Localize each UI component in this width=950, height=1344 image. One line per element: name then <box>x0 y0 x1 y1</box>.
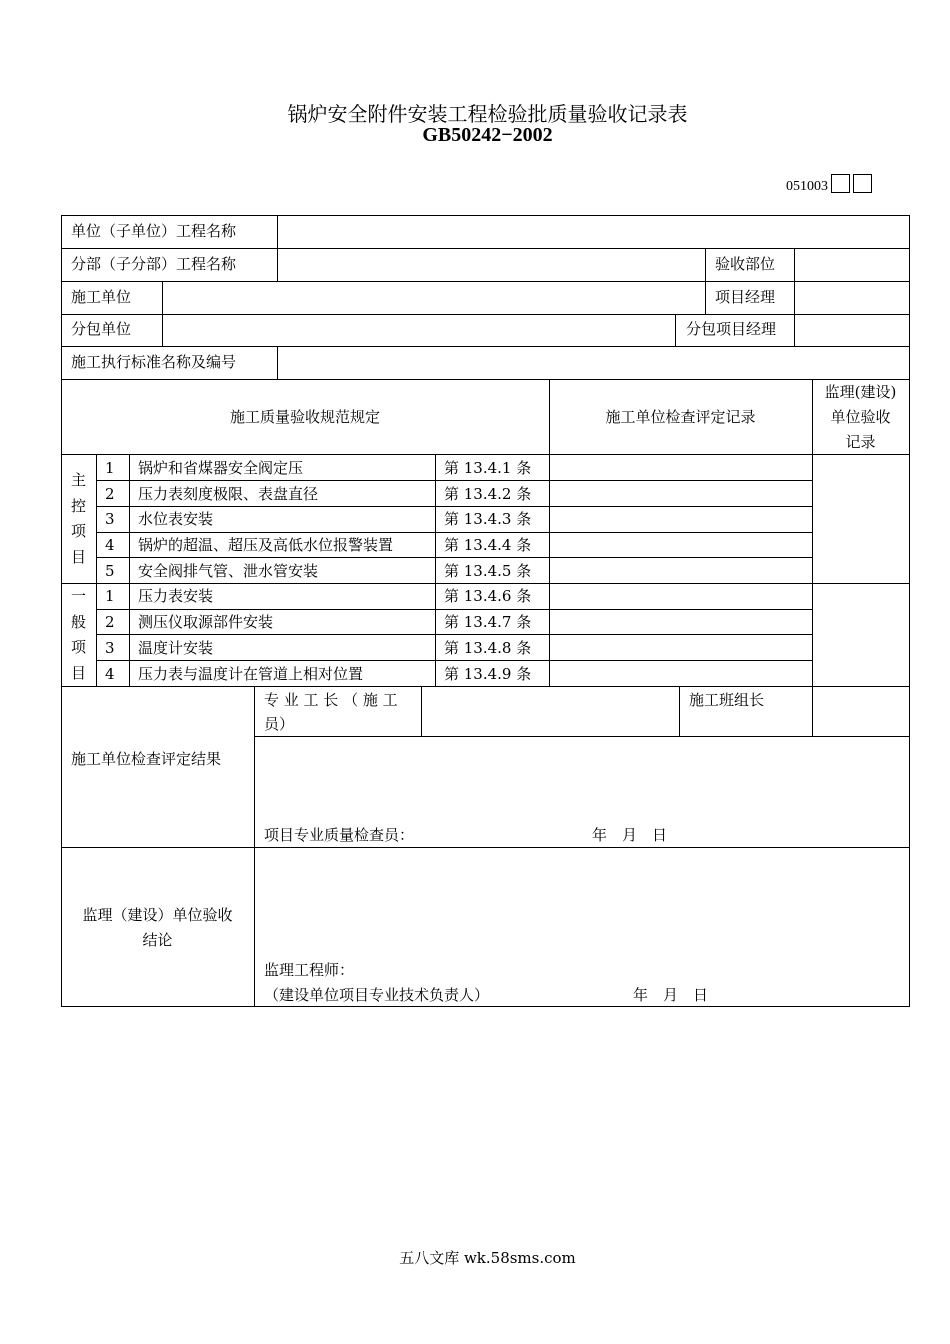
supervision-header-line1: 监理(建设) <box>824 383 897 401</box>
footer-watermark: 五八文库 wk.58sms.com <box>399 1249 576 1267</box>
main-item-no: 4 <box>105 536 115 554</box>
general-char: 般 <box>70 612 86 631</box>
construction-unit-field[interactable] <box>163 282 705 314</box>
project-manager-field[interactable] <box>795 282 909 314</box>
sub-project-name-field[interactable] <box>278 249 705 281</box>
general-char: 一 <box>70 587 86 605</box>
main-item-no: 2 <box>105 485 115 503</box>
foreman-field[interactable] <box>422 687 679 736</box>
main-record-cell[interactable] <box>550 507 812 532</box>
general-item-no: 1 <box>105 587 115 605</box>
main-item-no: 1 <box>105 459 115 477</box>
main-item-name: 压力表刻度极限、表盘直径 <box>138 485 319 503</box>
team-leader-label: 施工班组长 <box>689 691 765 709</box>
main-item-clause: 第 13.4.2 条 <box>444 485 532 503</box>
sub-project-manager-field[interactable] <box>795 315 909 346</box>
foreman-label <box>264 688 398 736</box>
unit-project-name-label: 单位（子单位）工程名称 <box>71 222 237 240</box>
main-item-name: 安全阀排气管、泄水管安装 <box>138 562 319 580</box>
main-item-name: 锅炉和省煤器安全阀定压 <box>138 459 304 477</box>
main-control-char: 主 <box>70 471 86 489</box>
unit-project-name-field[interactable] <box>278 216 909 248</box>
team-leader-field[interactable] <box>813 687 909 736</box>
conclusion-label <box>61 903 254 953</box>
main-record-cell[interactable] <box>550 558 812 583</box>
general-record-cell[interactable] <box>550 584 812 609</box>
conclusion-label-line1: 监理（建设）单位验收 <box>82 906 233 924</box>
general-record-cell[interactable] <box>550 661 812 686</box>
main-record-cell[interactable] <box>550 481 812 506</box>
conclusion-label-line2: 结论 <box>142 931 173 949</box>
general-char: 项 <box>70 638 86 656</box>
general-item-name: 压力表安装 <box>138 587 214 605</box>
subcontractor-label: 分包单位 <box>71 320 132 338</box>
main-item-clause: 第 13.4.1 条 <box>444 459 532 477</box>
main-item-clause: 第 13.4.4 条 <box>444 536 532 554</box>
construction-unit-label: 施工单位 <box>71 288 132 306</box>
general-item-name: 压力表与温度计在管道上相对位置 <box>138 665 364 683</box>
general-supervision-cell[interactable] <box>813 584 909 686</box>
main-item-clause: 第 13.4.5 条 <box>444 562 532 580</box>
sub-project-manager-label: 分包项目经理 <box>686 320 777 338</box>
standard-name-field[interactable] <box>278 347 909 379</box>
main-item-name: 锅炉的超温、超压及高低水位报警装置 <box>138 536 394 554</box>
code-box-2[interactable] <box>853 174 872 193</box>
general-item-clause: 第 13.4.9 条 <box>444 665 532 683</box>
standard-code: GB50242−2002 <box>422 124 553 146</box>
general-item-no: 3 <box>105 639 115 657</box>
general-item-clause: 第 13.4.8 条 <box>444 639 532 657</box>
general-item-clause: 第 13.4.7 条 <box>444 613 532 631</box>
supervision-header <box>812 380 909 455</box>
main-control-char: 控 <box>70 496 86 515</box>
main-item-clause: 第 13.4.3 条 <box>444 510 532 528</box>
supervision-header-line3: 记录 <box>845 433 876 451</box>
main-control-char: 目 <box>70 547 86 566</box>
general-char: 目 <box>70 663 86 682</box>
main-item-name: 水位表安装 <box>138 510 214 528</box>
general-record-cell[interactable] <box>550 610 812 634</box>
foreman-label-line2: 员） <box>264 715 295 733</box>
main-item-no: 3 <box>105 510 115 528</box>
spec-header: 施工质量验收规范规定 <box>229 408 380 426</box>
result-date: 年 月 日 <box>592 826 668 844</box>
engineer-label: 监理工程师： <box>264 961 355 979</box>
general-item-name: 温度计安装 <box>138 639 214 657</box>
general-item-clause: 第 13.4.6 条 <box>444 587 532 605</box>
general-item-no: 4 <box>105 665 115 683</box>
main-record-cell[interactable] <box>550 455 812 480</box>
general-item-no: 2 <box>105 613 115 631</box>
acceptance-part-field[interactable] <box>795 249 909 281</box>
subcontractor-field[interactable] <box>163 315 675 346</box>
sub-project-name-label: 分部（子分部）工程名称 <box>71 255 237 273</box>
conclusion-date: 年 月 日 <box>633 986 709 1004</box>
main-supervision-cell[interactable] <box>813 455 909 583</box>
supervision-header-line2: 单位验收 <box>830 408 891 426</box>
result-label: 施工单位检查评定结果 <box>71 750 222 768</box>
main-control-char: 项 <box>70 522 86 540</box>
check-record-header: 施工单位检查评定记录 <box>605 408 756 426</box>
acceptance-part-label: 验收部位 <box>715 255 776 273</box>
standard-name-label: 施工执行标准名称及编号 <box>71 353 237 371</box>
form-code <box>786 174 872 195</box>
foreman-label-line1: 专 业 工 长 （ 施 工 <box>264 691 398 709</box>
code-box-1[interactable] <box>831 174 850 193</box>
general-label <box>61 584 96 686</box>
main-record-cell[interactable] <box>550 533 812 557</box>
general-record-cell[interactable] <box>550 635 812 660</box>
main-item-no: 5 <box>105 562 115 580</box>
owner-rep-label: （建设单位项目专业技术负责人） <box>264 986 490 1004</box>
general-item-name: 测压仪取源部件安装 <box>138 613 274 631</box>
main-control-label <box>61 468 96 570</box>
form-code-number: 051003 <box>786 179 828 194</box>
form-title: 锅炉安全附件安装工程检验批质量验收记录表 <box>287 102 688 126</box>
inspector-label: 项目专业质量检查员： <box>264 826 415 844</box>
project-manager-label: 项目经理 <box>715 288 776 306</box>
